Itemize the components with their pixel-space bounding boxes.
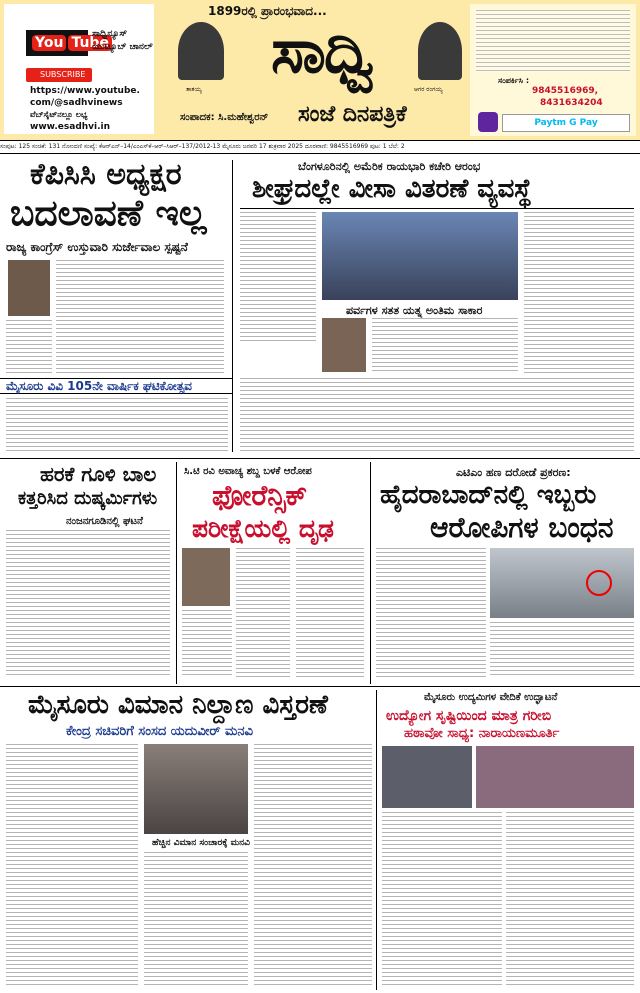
- visa-subhead: ಪರ್ವಗಳ ಸತತ ಯತ್ನ ಅಂತಿಮ ಸಾಕಾರ: [346, 304, 483, 317]
- youtube-url-line1[interactable]: https://www.youtube.: [30, 86, 140, 96]
- right-portrait-caption: ಆಗರ ರಂಗಯ್ಯ: [414, 86, 443, 93]
- youtube-logo: You Tube: [26, 30, 88, 56]
- divider: [232, 160, 233, 452]
- visa-photo: [322, 212, 518, 300]
- website-note: ವೆಬ್‌ಸೈಟ್‌ನಲ್ಲೂ ಲಭ್ಯ: [30, 110, 88, 119]
- editor-line: ಸಂಪಾದಕ: ಸಿ.ಮಹೇಶ್ವರನ್: [180, 112, 269, 123]
- visa-photo-2: [322, 318, 366, 372]
- divider: [0, 686, 640, 687]
- narayana-headline-1: ಉದ್ಯೋಗ ಸೃಷ್ಟಿಯಿಂದ ಮಾತ್ರ ಗರೀಬಿ: [386, 708, 552, 724]
- kpcc-headline-2: ಬದಲಾವಣೆ ಇಲ್ಲ: [10, 193, 207, 234]
- visa-kicker: ಬೆಂಗಳೂರಿನಲ್ಲಿ ಅಮೆರಿಕ ರಾಯಭಾರಿ ಕಚೇರಿ ಆರಂಭ: [298, 160, 481, 173]
- atm-photo-marker: [586, 570, 612, 596]
- phone-1: 9845516969,: [532, 86, 599, 96]
- atm-headline-2: ಆರೋಪಿಗಳ ಬಂಧನ: [430, 511, 614, 544]
- forensic-photo: [182, 548, 230, 606]
- airport-headline: ಮೈಸೂರು ವಿಮಾನ ನಿಲ್ದಾಣ ವಿಸ್ತರಣೆ: [28, 690, 328, 720]
- phonepe-icon: [478, 112, 498, 132]
- atm-kicker: ಎಟಿಎಂ ಹಣ ದರೋಡೆ ಪ್ರಕರಣ:: [456, 466, 571, 479]
- forensic-body-1: [236, 548, 290, 678]
- divider: [0, 458, 640, 459]
- masthead: [0, 0, 640, 140]
- newspaper-title: ಸಾಧ್ವಿ: [271, 14, 373, 87]
- since-line: 1899ರಲ್ಲಿ ಪ್ರಾರಂಭವಾದ...: [208, 4, 327, 18]
- subtitle: ಸಂಜೆ ದಿನಪತ್ರಿಕೆ: [298, 102, 407, 127]
- atm-body-2: [490, 622, 634, 678]
- narayana-kicker: ಮೈಸೂರು ಉದ್ಯಮಿಗಳ ವೇದಿಕೆ ಉದ್ಘಾಟನೆ: [424, 692, 558, 703]
- divider: [176, 462, 177, 684]
- kpcc-photo: [8, 260, 50, 316]
- contact-label: ಸಂಪರ್ಕಿಸಿ :: [498, 76, 530, 85]
- narayana-photo-1: [382, 746, 472, 808]
- atm-photo: [490, 548, 634, 618]
- atm-headline-1: ಹೈದರಾಬಾದ್‌ನಲ್ಲಿ ಇಬ್ಬರು: [380, 480, 597, 510]
- forensic-headline-1: ಫೋರೆನ್ಸಿಕ್: [212, 479, 308, 512]
- left-portrait: [178, 22, 224, 80]
- divider: [376, 690, 377, 990]
- airport-photo: [144, 744, 248, 834]
- kpcc-headline-1: ಕೆಪಿಸಿಸಿ ಅಧ್ಯಕ್ಷರ: [30, 157, 182, 192]
- harake-headline-1: ಹರಕೆ ಗೂಳಿ ಬಾಲ: [40, 462, 157, 486]
- airport-body-1: [6, 744, 138, 988]
- subscribe-button[interactable]: SUBSCRIBE: [26, 68, 92, 82]
- visa-body-bottom: [240, 378, 634, 454]
- visa-body-col2: [372, 318, 518, 372]
- university-body: [6, 398, 228, 454]
- harake-dateline: ನಂಜನಗೂಡಿನಲ್ಲಿ ಘಟನೆ: [66, 516, 143, 527]
- right-portrait: [418, 22, 462, 80]
- forensic-body-3: [182, 610, 232, 678]
- visa-headline: ಶೀಘ್ರದಲ್ಲೇ ವೀಸಾ ವಿತರಣೆ ವ್ಯವಸ್ಥೆ: [252, 174, 532, 204]
- kpcc-body: [56, 260, 224, 374]
- harake-headline-2: ಕತ್ತರಿಸಿದ ದುಷ್ಕರ್ಮಿಗಳು: [18, 488, 158, 509]
- divider: [370, 462, 371, 684]
- visa-body-col1: [240, 212, 316, 344]
- harake-body: [6, 530, 170, 678]
- promo-text: [476, 10, 630, 72]
- narayana-body-1: [382, 812, 502, 988]
- website-url[interactable]: www.esadhvi.in: [30, 122, 111, 132]
- airport-caption: ಹೆಚ್ಚಿನ ವಿಮಾನ ಸಂಚಾರಕ್ಕೆ ಮನವಿ: [152, 838, 250, 848]
- meta-bar: ಸಂಪುಟ: 125 ಸಂಚಿಕೆ: 131 ನೋಂದಣಿ ಸಂಖ್ಯೆ: ಕೆಆರ್‌ಎನ್–14/ಎಂಎಸ್‌ಕೆ–ಆರ್–ಸಿಆರ್–137/2012-13 ಮೈಸೂರು ಜನವರಿ 17 ಶುಕ್ರವಾರ 2025 ದೂರವಾಣಿ: 9845516969 ಪುಟ: 1 ಬೆಲೆ: 2: [0, 140, 640, 154]
- airport-subhead: ಕೇಂದ್ರ ಸಚಿವರಿಗೆ ಸಂಸದ ಯದುವೀರ್ ಮನವಿ: [66, 724, 253, 739]
- narayana-body-2: [506, 812, 634, 988]
- youtube-url-line2[interactable]: com/@sadhvinews: [30, 98, 123, 108]
- visa-body-col3: [524, 212, 634, 374]
- narayana-headline-2: ಹಠಾವೋ ಸಾಧ್ಯ: ನಾರಾಯಣಮೂರ್ತಿ: [404, 726, 560, 741]
- left-portrait-caption: ತಾತಯ್ಯ: [186, 86, 202, 93]
- atm-body-1: [376, 548, 486, 678]
- airport-body-2: [254, 744, 372, 988]
- forensic-headline-2: ಪರೀಕ್ಷೆಯಲ್ಲಿ ದೃಢ: [192, 514, 334, 543]
- youtube-logo-red: Tube: [68, 35, 112, 51]
- kpcc-body-2: [6, 320, 52, 374]
- kpcc-subhead: ರಾಜ್ಯ ಕಾಂಗ್ರೆಸ್ ಉಸ್ತುವಾರಿ ಸುರ್ಜೇವಾಲ ಸ್ಪಷ್ಟನೆ: [6, 240, 188, 254]
- university-headline: ಮೈಸೂರು ವಿವಿ 105ನೇ ವಾರ್ಷಿಕ ಘಟಿಕೋತ್ಸವ: [6, 379, 192, 393]
- payment-logos: Paytm G Pay: [502, 114, 630, 132]
- youtube-channel-label: ಸಾಧ್ವಿನ್ಯೂಸ್ ಯುಟ್ಯೂಬ್ ಚಾನಲ್: [92, 29, 153, 52]
- divider: [240, 208, 634, 209]
- narayana-photo-2: [476, 746, 634, 808]
- phone-2: 8431634204: [540, 98, 603, 108]
- forensic-body-2: [296, 548, 364, 678]
- airport-body-3: [144, 852, 248, 988]
- forensic-kicker: ಸಿ.ಟಿ ರವಿ ಅವಾಚ್ಯ ಶಬ್ದ ಬಳಕೆ ಆರೋಪ: [184, 466, 312, 477]
